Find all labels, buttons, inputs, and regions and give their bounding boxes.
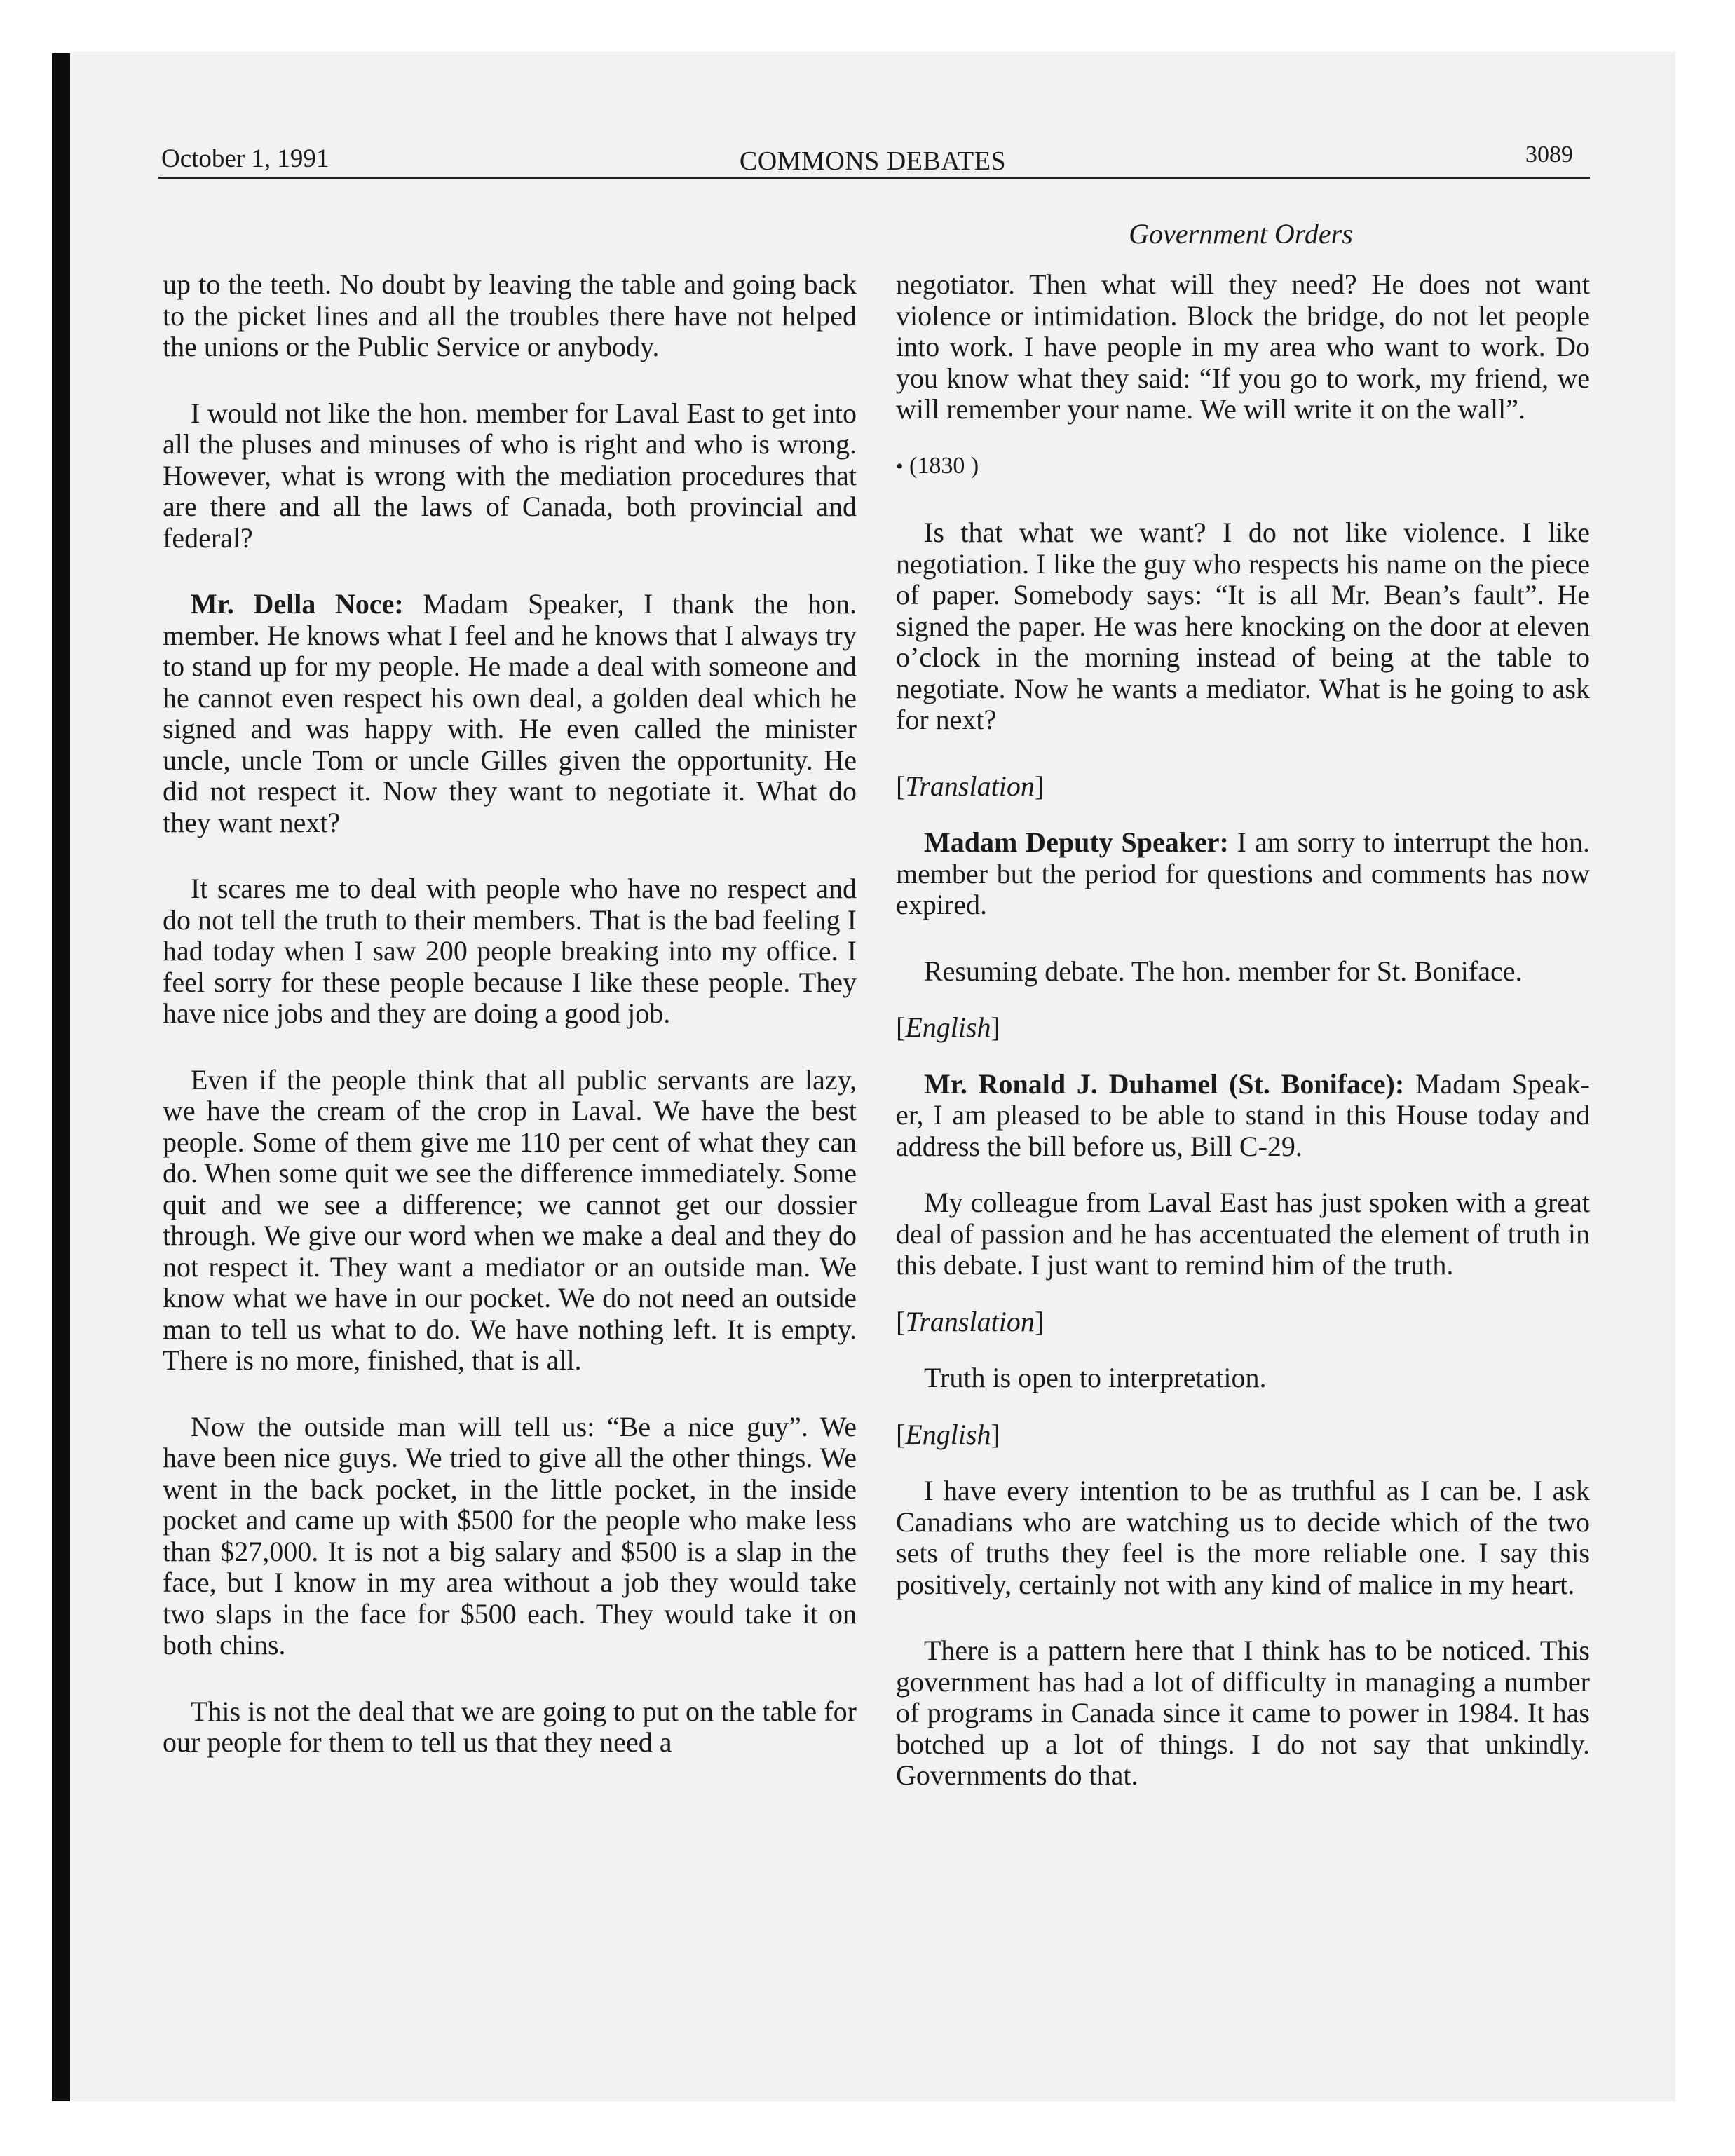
paragraph: There is a pattern here that I think has to be noticed. This government has had a lot of difficulty in managing a number of programs in Canada since it came to power in 1984. It has botched up a lot of things. I do not say that unkindly. Governments do that. (896, 1635, 1590, 1791)
language-tag (896, 1419, 1590, 1451)
paragraph (896, 827, 1590, 921)
paragraph: It scares me to deal with people who have no respect and do not tell the truth to their members. That is the bad feeling I had today when I saw 200 people breaking into my office. I feel sorry for these people because I like these people. They have nice jobs and they are doing a good job. (163, 873, 857, 1029)
scan-border (52, 53, 70, 2101)
time-marker (896, 451, 1590, 483)
page-number: 3089 (1525, 142, 1573, 168)
bracket-close: ] (991, 1011, 1000, 1043)
bracket-open: [ (896, 770, 906, 802)
paragraph: I have every intention to be as truthful as I can be. I ask Canadians who are watching us to decide which of the two sets of truths they feel is the more reliable one. I say this positively, certainly not with any kind of malice in my heart. (896, 1475, 1590, 1600)
left-column (163, 269, 857, 1794)
language-label: Translation (905, 770, 1035, 802)
bullet-icon: • (896, 454, 904, 478)
bracket-open: [ (896, 1011, 906, 1043)
paragraph: Resuming debate. The hon. member for St. Boniface. (924, 955, 1523, 987)
section-heading: Government Orders (1129, 218, 1353, 250)
header-rule (158, 177, 1590, 179)
language-label: English (905, 1418, 991, 1450)
right-column (896, 269, 1590, 1827)
language-label: English (905, 1011, 991, 1043)
page-header (161, 137, 1584, 179)
speaker-name: Madam Deputy Speaker: (924, 826, 1229, 858)
bracket-open: [ (896, 1305, 906, 1337)
paragraph: This is not the deal that we are going to put on the table for our people for them to tell us that they need a (163, 1695, 857, 1758)
speaker-name: Mr. Della Noce: (191, 588, 404, 620)
paragraph: up to the teeth. No doubt by leaving the table and going back to the picket lines and all the troubles there have not helped the unions or the Public Service or anybody. (163, 268, 857, 362)
speaker-name: Mr. Ronald J. Duhamel (St. Boniface): (924, 1067, 1405, 1100)
bracket-open: [ (896, 1418, 906, 1450)
speech-text: Madam Speaker, I thank the hon. member. He knows what I feel and he knows that I always try to stand up for my people. He made a deal with someone and he cannot even respect his own deal, a golden deal which he signed and was happy with. He even called the minister uncle, uncle Tom or uncle Gilles given the opportunity. He did not respect it. Now they want to negotiate it. What do they want next? (163, 588, 857, 838)
paragraph: I would not like the hon. member for Laval East to get into all the pluses and minuses of who is right and who is wrong. However, what is wrong with the mediation procedures that are there and all the laws of Canada, both provincial and federal? (163, 397, 857, 554)
bracket-close: ] (1034, 770, 1045, 802)
paragraph (896, 1069, 1590, 1163)
paragraph: Is that what we want? I do not like violence. I like negotiation. I like the guy who respects his name on the piece of paper. Somebody says: “It is all Mr. Bean’s fault”. He signed the paper. He was here knocking on the door at eleven o’clock in the morning instead of being at the table to negotiate. Now he wants a mediator. What is he going to ask for next? (896, 517, 1590, 735)
paragraph: Truth is open to interpretation. (924, 1362, 1267, 1393)
paragraph: Now the outside man will tell us: “Be a nice guy”. We have been nice guys. We tried to give all the other things. We went in the back pocket, in the little pocket, in the inside pocket and came up with $500 for the people who make less than $27,000. It is not a big salary and $500 is a slap in the face, but I know in my area without a job they would take two slaps in the face for $500 each. They would take it on both chins. (163, 1410, 857, 1660)
paragraph (163, 589, 857, 838)
header-title: COMMONS DEBATES (739, 146, 1007, 176)
language-tag (896, 771, 1590, 803)
header-date: October 1, 1991 (161, 144, 329, 173)
paragraph: My colleague from Laval East has just spoken with a great deal of passion and he has accentuated the element of truth in this debate. I just want to remind him of the truth. (896, 1187, 1590, 1281)
bracket-close: ] (1034, 1305, 1045, 1337)
speech-text: Madam Speak- er, I am pleased to be able to stand in this House today and address the bill before us, Bill C-29. (896, 1067, 1591, 1162)
language-tag (896, 1012, 1590, 1044)
language-tag (896, 1306, 1590, 1338)
paragraph: negotiator. Then what will they need? He does not want violence or intimidation. Block the bridge, do not let people into work. I have people in my area who want to work. Do you know what they said: “If you go to work, my friend, we will remember your name. We will write it on the wall”. (896, 268, 1590, 425)
language-label: Translation (905, 1305, 1035, 1337)
paragraph: Even if the people think that all public servants are lazy, we have the cream of the crop in Laval. We have the best people. Some of them give me 110 per cent of what they can do. When some quit we see the difference immediately. Some quit and we see a difference; we cannot get our dossier through. We give our word when we make a deal and they do not respect it. They want a mediator or an outside man. We know what we have in our pocket. We do not need an outside man to tell us what to do. We have nothing left. It is empty. There is no more, finished, that is all. (163, 1063, 857, 1376)
speech-text: I am sorry to interrupt the hon. member but the period for questions and comments has now expired. (896, 826, 1591, 920)
bracket-close: ] (991, 1418, 1000, 1450)
time-stamp: (1830 ) (909, 452, 979, 479)
